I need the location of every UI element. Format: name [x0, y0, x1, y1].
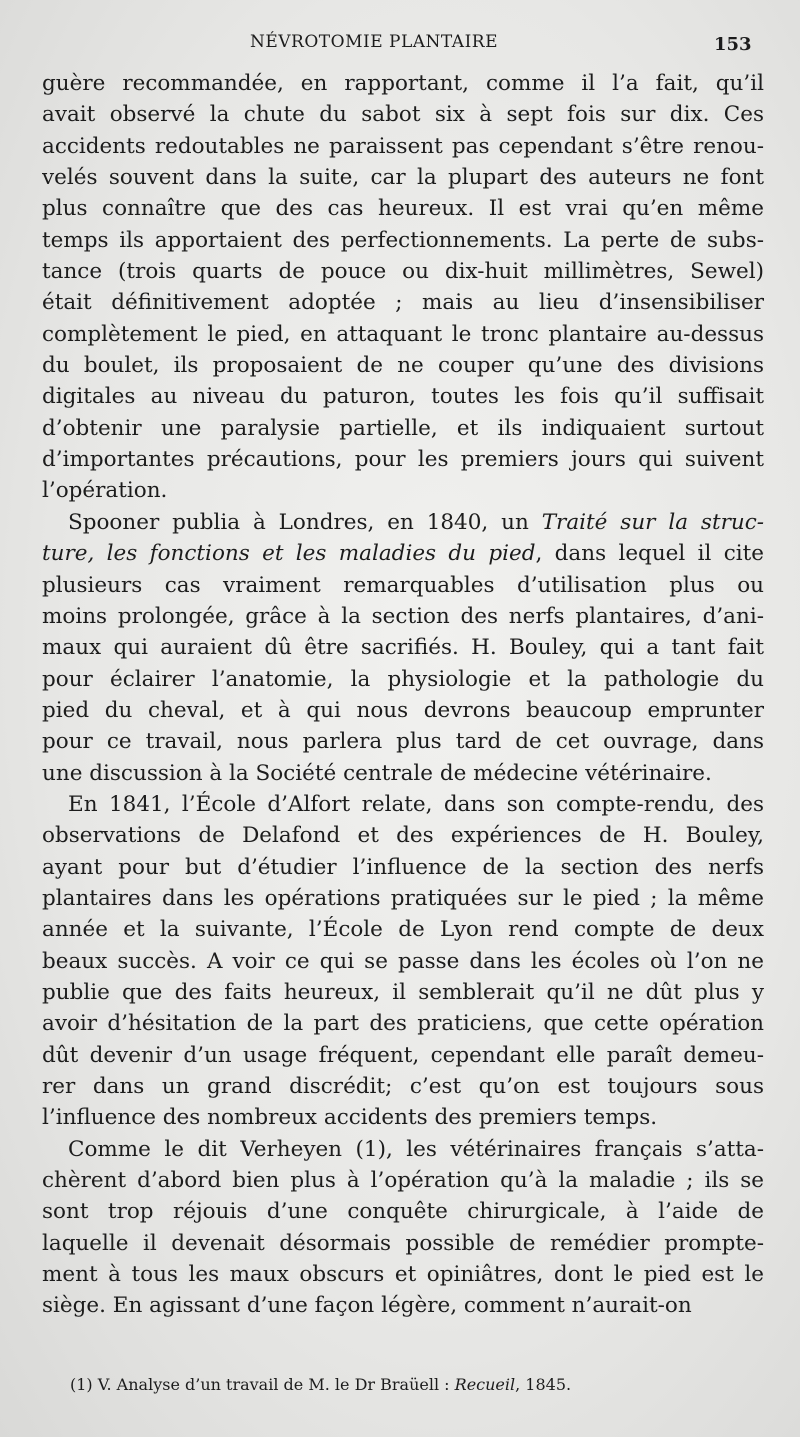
- text-segment: d’importantes précautions, pour les premiers jours qui suivent: [42, 447, 764, 473]
- text-segment: était définitivement adoptée ; mais au lieu d’insensibiliser: [42, 290, 764, 316]
- text-segment: sont trop réjouis d’une conquête chirurgicale, à l’aide de: [42, 1199, 764, 1225]
- text-line: [42, 1259, 764, 1290]
- text-line: [42, 1165, 764, 1196]
- text-line: [42, 225, 764, 256]
- text-line: [42, 350, 764, 381]
- text-line: [42, 193, 764, 224]
- text-line: [42, 601, 764, 632]
- text-segment: temps ils apportaient des perfectionnements. La perte de subs-: [42, 227, 764, 253]
- text-segment: pour éclairer l’anatomie, la physiologie et la pathologie du: [42, 666, 764, 692]
- text-line: [42, 1134, 764, 1165]
- text-line: [42, 820, 764, 851]
- text-line: [42, 632, 764, 663]
- text-segment: En 1841, l’École d’Alfort relate, dans son compte-rendu, des: [68, 791, 764, 817]
- text-line: [42, 570, 764, 601]
- text-line: [42, 287, 764, 318]
- text-segment: digitales au niveau du paturon, toutes les fois qu’il suffisait: [42, 384, 764, 410]
- text-segment: une discussion à la Société centrale de médecine vétérinaire.: [42, 760, 712, 786]
- running-head: [0, 32, 800, 62]
- text-segment: tance (trois quarts de pouce ou dix-huit millimètres, Sewel): [42, 259, 764, 285]
- text-segment: observations de Delafond et des expériences de H. Bouley,: [42, 823, 764, 849]
- text-line: [42, 664, 764, 695]
- text-segment: ment à tous les maux obscurs et opiniâtres, dont le pied est le: [42, 1262, 764, 1288]
- text-segment: d’obtenir une paralysie partielle, et ils indiquaient surtout: [42, 415, 764, 441]
- text-line: [42, 758, 764, 789]
- text-segment: chèrent d’abord bien plus à l’opération qu’à la maladie ; ils se: [42, 1168, 764, 1194]
- italic-segment: ture, les fonctions et les maladies du pied: [42, 541, 536, 567]
- footnote-tail: , 1845.: [515, 1375, 572, 1394]
- text-segment: maux qui auraient dû être sacrifiés. H. Bouley, qui a tant fait: [42, 635, 764, 661]
- text-segment: velés souvent dans la suite, car la plupart des auteurs ne font: [42, 165, 764, 191]
- text-segment: accidents redoutables ne paraissent pas cependant s’être renou-: [42, 133, 764, 159]
- text-line: [42, 99, 764, 130]
- text-line: [42, 162, 764, 193]
- text-segment: complètement le pied, en attaquant le tronc plantaire au-dessus: [42, 321, 764, 347]
- text-line: [42, 1040, 764, 1071]
- text-line: [42, 507, 764, 538]
- text-line: [42, 413, 764, 444]
- text-segment: guère recommandée, en rapportant, comme il l’a fait, qu’il: [42, 71, 764, 96]
- text-line: [42, 852, 764, 883]
- text-line: [42, 475, 764, 506]
- text-line: [42, 914, 764, 945]
- text-line: [42, 538, 764, 569]
- text-line: [42, 1071, 764, 1102]
- text-segment: plus connaître que des cas heureux. Il est vrai qu’en même: [42, 196, 764, 222]
- paragraph: [42, 68, 764, 507]
- text-segment: moins prolongée, grâce à la section des nerfs plantaires, d’ani-: [42, 603, 764, 629]
- text-segment: année et la suivante, l’École de Lyon rend compte de deux: [42, 917, 764, 943]
- text-segment: l’opération.: [42, 478, 168, 504]
- text-segment: Comme le dit Verheyen (1), les vétérinaires français s’atta-: [68, 1136, 764, 1162]
- text-segment: dût devenir d’un usage fréquent, cependant elle paraît demeu-: [42, 1042, 764, 1068]
- text-line: [42, 726, 764, 757]
- text-segment: du boulet, ils proposaient de ne couper qu’une des divisions: [42, 353, 764, 379]
- text-segment: rer dans un grand discrédit; c’est qu’on est toujours sous: [42, 1074, 764, 1099]
- text-line: [42, 131, 764, 162]
- text-segment: Spooner publia à Londres, en 1840, un: [68, 509, 542, 535]
- text-segment: avoir d’hésitation de la part des praticiens, que cette opération: [42, 1011, 764, 1037]
- text-segment: siège. En agissant d’une façon légère, comment n’aurait-on: [42, 1293, 692, 1319]
- footnote-source: Recueil: [454, 1375, 516, 1394]
- text-segment: plusieurs cas vraiment remarquables d’utilisation plus ou: [42, 572, 764, 598]
- text-line: [42, 1008, 764, 1039]
- text-segment: avait observé la chute du sabot six à sept fois sur dix. Ces: [42, 102, 764, 128]
- text-line: [42, 319, 764, 350]
- italic-segment: Traité sur la struc-: [541, 509, 764, 535]
- body-text: [42, 68, 764, 1322]
- text-line: [42, 977, 764, 1008]
- running-title: NÉVROTOMIE PLANTAIRE: [250, 32, 498, 52]
- page-number: 153: [714, 34, 752, 55]
- text-line: [42, 1228, 764, 1259]
- text-line: [42, 1290, 764, 1321]
- text-line: [42, 68, 764, 99]
- text-line: [42, 883, 764, 914]
- text-line: [42, 1102, 764, 1133]
- text-segment: , dans lequel il cite: [535, 541, 764, 567]
- paragraph: [42, 789, 764, 1134]
- text-segment: pied du cheval, et à qui nous devrons beaucoup emprunter: [42, 697, 764, 723]
- paragraph: [42, 1134, 764, 1322]
- text-segment: laquelle il devenait désormais possible de remédier prompte-: [42, 1230, 764, 1256]
- text-segment: ayant pour but d’étudier l’influence de la section des nerfs: [42, 854, 764, 880]
- text-line: [42, 695, 764, 726]
- text-line: [42, 789, 764, 820]
- paragraph: [42, 507, 764, 789]
- text-segment: plantaires dans les opérations pratiquées sur le pied ; la même: [42, 885, 764, 911]
- text-segment: pour ce travail, nous parlera plus tard de cet ouvrage, dans: [42, 729, 764, 755]
- footnote-text: (1) V. Analyse d’un travail de M. le Dr Braüell :: [70, 1375, 455, 1394]
- text-segment: l’influence des nombreux accidents des premiers temps.: [42, 1105, 658, 1131]
- text-line: [42, 946, 764, 977]
- text-segment: publie que des faits heureux, il semblerait qu’il ne dût plus y: [42, 979, 764, 1005]
- text-line: [42, 381, 764, 412]
- text-line: [42, 256, 764, 287]
- text-line: [42, 1196, 764, 1227]
- text-line: [42, 444, 764, 475]
- footnote: [70, 1375, 750, 1394]
- text-segment: beaux succès. A voir ce qui se passe dans les écoles où l’on ne: [42, 948, 764, 974]
